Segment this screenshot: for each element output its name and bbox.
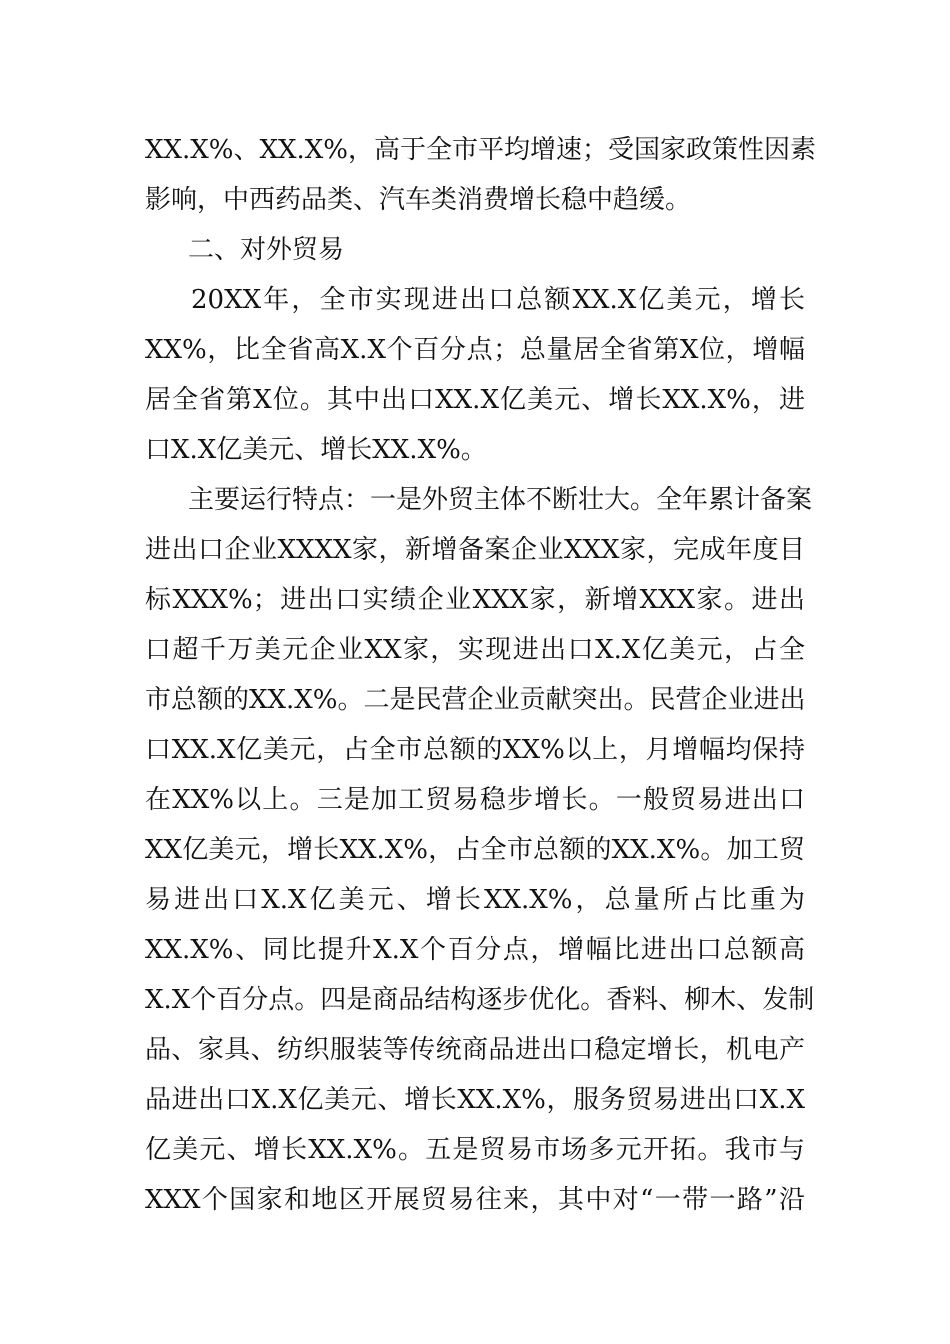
text-line: 亿美元、增长XX.X%。五是贸易市场多元开拓。我市与 <box>145 1135 805 1165</box>
text-line: XX亿美元，增长XX.X%，占全市总额的XX.X%。加工贸 <box>145 835 805 865</box>
text-line: 在XX%以上。三是加工贸易稳步增长。一般贸易进出口 <box>145 785 805 815</box>
section-heading: 二、对外贸易 <box>188 235 345 265</box>
text-line: 20XX年，全市实现进出口总额XX.X亿美元，增长 <box>191 285 805 315</box>
text-line: 易进出口X.X亿美元、增长XX.X%，总量所占比重为 <box>145 885 805 915</box>
text-line: XXX个国家和地区开展贸易往来，其中对“一带一路”沿 <box>145 1185 805 1215</box>
text-line: 口X.X亿美元、增长XX.X%。 <box>145 435 487 465</box>
text-line: 口超千万美元企业XX家，实现进出口X.X亿美元，占全 <box>145 635 805 665</box>
text-line: 品、家具、纺织服装等传统商品进出口稳定增长，机电产 <box>145 1035 805 1065</box>
text-line: 口XX.X亿美元，占全市总额的XX%以上，月增幅均保持 <box>145 735 805 765</box>
text-line: XX%，比全省高X.X个百分点；总量居全省第X位，增幅 <box>145 335 805 365</box>
text-line: XX.X%、XX.X%，高于全市平均增速；受国家政策性因素 <box>145 135 816 165</box>
text-line: 市总额的XX.X%。二是民营企业贡献突出。民营企业进出 <box>145 685 806 715</box>
text-line: XX.X%、同比提升X.X个百分点，增幅比进出口总额高 <box>145 935 805 965</box>
text-line: 主要运行特点：一是外贸主体不断壮大。全年累计备案 <box>188 485 813 515</box>
text-line: 影响，中西药品类、汽车类消费增长稳中趋缓。 <box>145 185 692 215</box>
text-line: 进出口企业XXXX家，新增备案企业XXX家，完成年度目 <box>145 535 805 565</box>
text-line: 居全省第X位。其中出口XX.X亿美元、增长XX.X%，进 <box>145 385 805 415</box>
text-line: X.X个百分点。四是商品结构逐步优化。香料、柳木、发制 <box>145 985 815 1015</box>
text-line: 标XXX%；进出口实绩企业XXX家，新增XXX家。进出 <box>145 585 805 615</box>
text-line: 品进出口X.X亿美元、增长XX.X%，服务贸易进出口X.X <box>145 1085 805 1115</box>
